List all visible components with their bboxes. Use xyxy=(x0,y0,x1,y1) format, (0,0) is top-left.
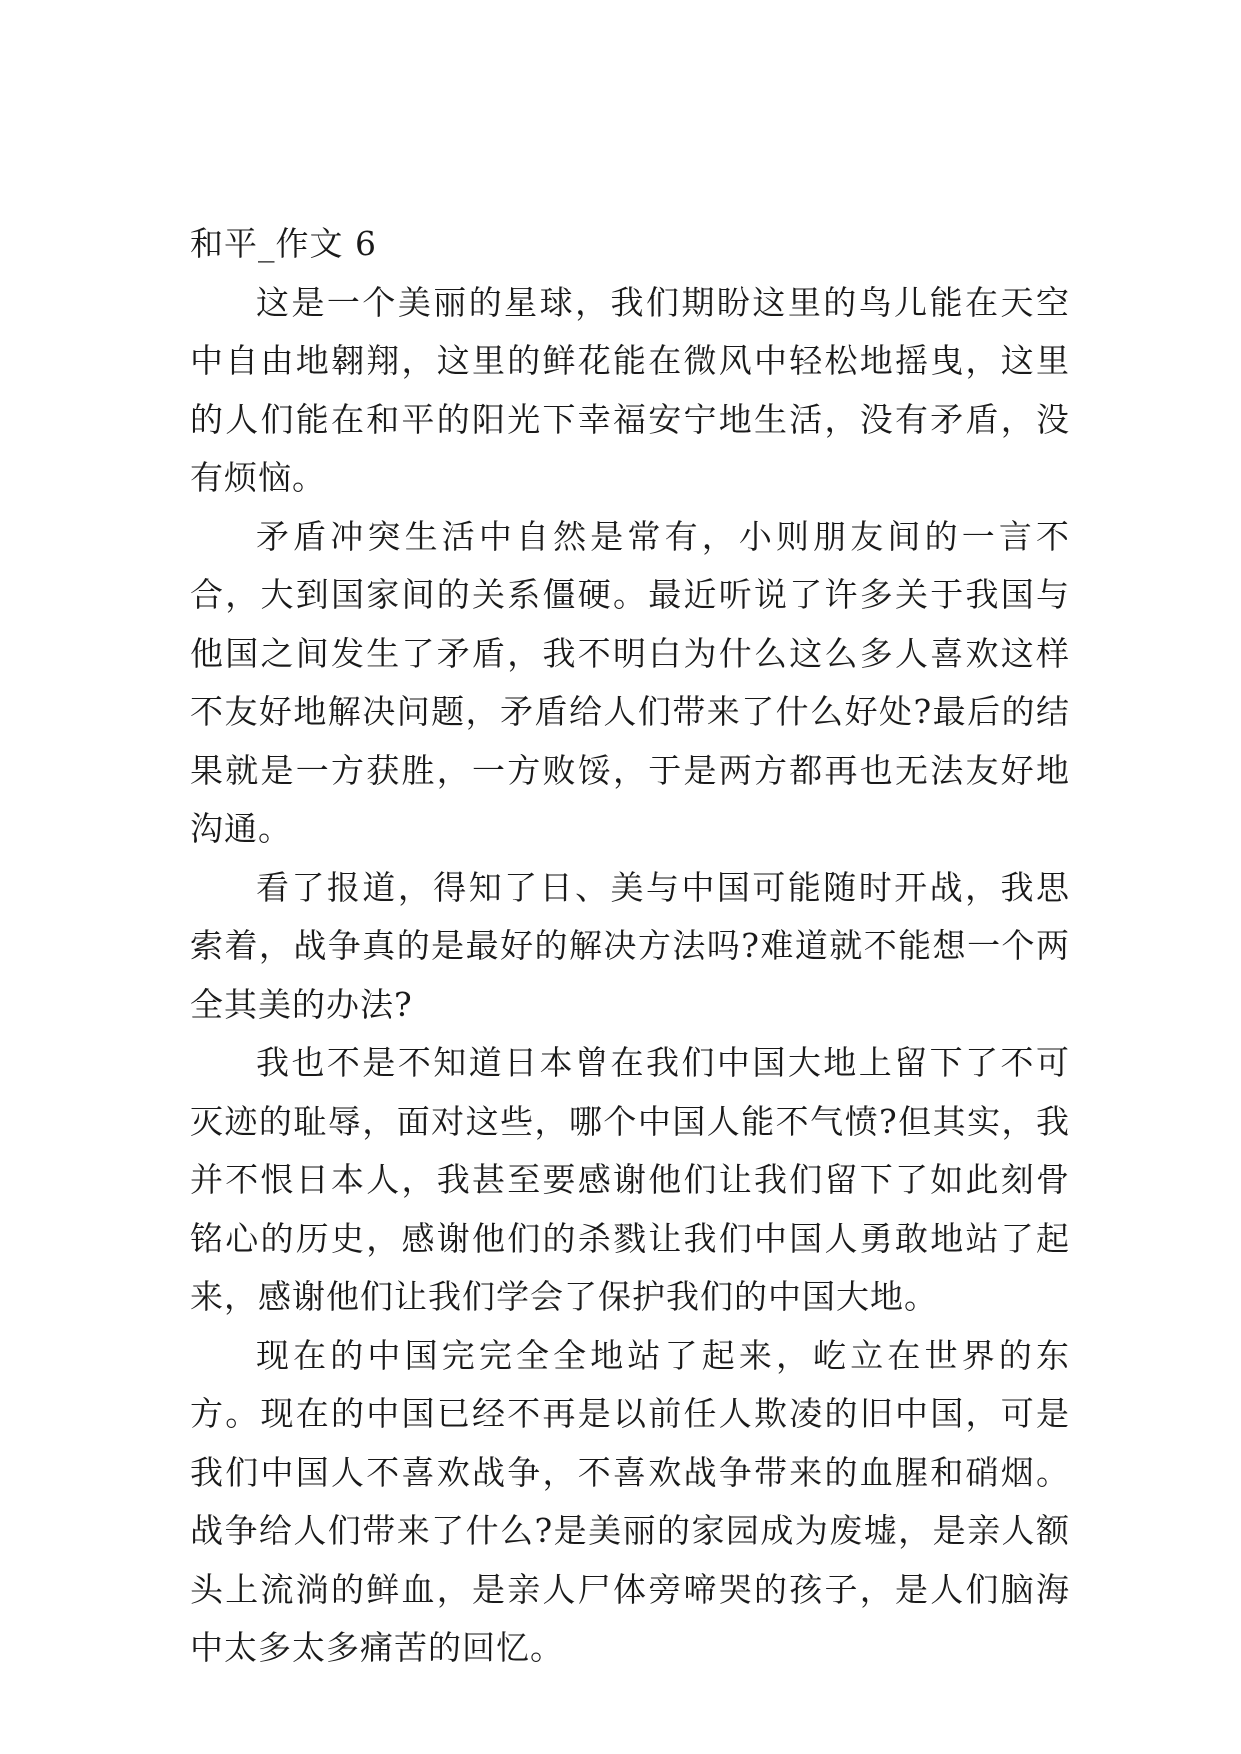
paragraph: 这是一个美丽的星球，我们期盼这里的鸟儿能在天空中自由地翱翔，这里的鲜花能在微风中轻松地摇曳，这里的人们能在和平的阳光下幸福安宁地生活，没有矛盾，没有烦恼。 xyxy=(190,282,1070,497)
paragraph: 现在的中国完完全全地站了起来，屹立在世界的东方。现在的中国已经不再是以前任人欺凌的旧中国，可是我们中国人不喜欢战争，不喜欢战争带来的血腥和硝烟。战争给人们带来了什么?是美丽的家园成为废墟，是亲人额头上流淌的鲜血，是亲人尸体旁啼哭的孩子，是人们脑海中太多太多痛苦的回忆。 xyxy=(190,1335,1070,1667)
document-body xyxy=(190,215,1070,1678)
paragraph: 看了报道，得知了日、美与中国可能随时开战，我思索着，战争真的是最好的解决方法吗?难道就不能想一个两全其美的办法? xyxy=(190,867,1070,1024)
paragraph: 矛盾冲突生活中自然是常有，小则朋友间的一言不合，大到国家间的关系僵硬。最近听说了许多关于我国与他国之间发生了矛盾，我不明白为什么这么多人喜欢这样不友好地解决问题，矛盾给人们带来了什么好处?最后的结果就是一方获胜，一方败馁，于是两方都再也无法友好地沟通。 xyxy=(190,516,1070,848)
document-title: 和平_作文 6 xyxy=(190,224,377,263)
paragraph: 我也不是不知道日本曾在我们中国大地上留下了不可灭迹的耻辱，面对这些，哪个中国人能不气愤?但其实，我并不恨日本人，我甚至要感谢他们让我们留下了如此刻骨铭心的历史，感谢他们的杀戮让我们中国人勇敢地站了起来，感谢他们让我们学会了保护我们的中国大地。 xyxy=(190,1043,1070,1316)
